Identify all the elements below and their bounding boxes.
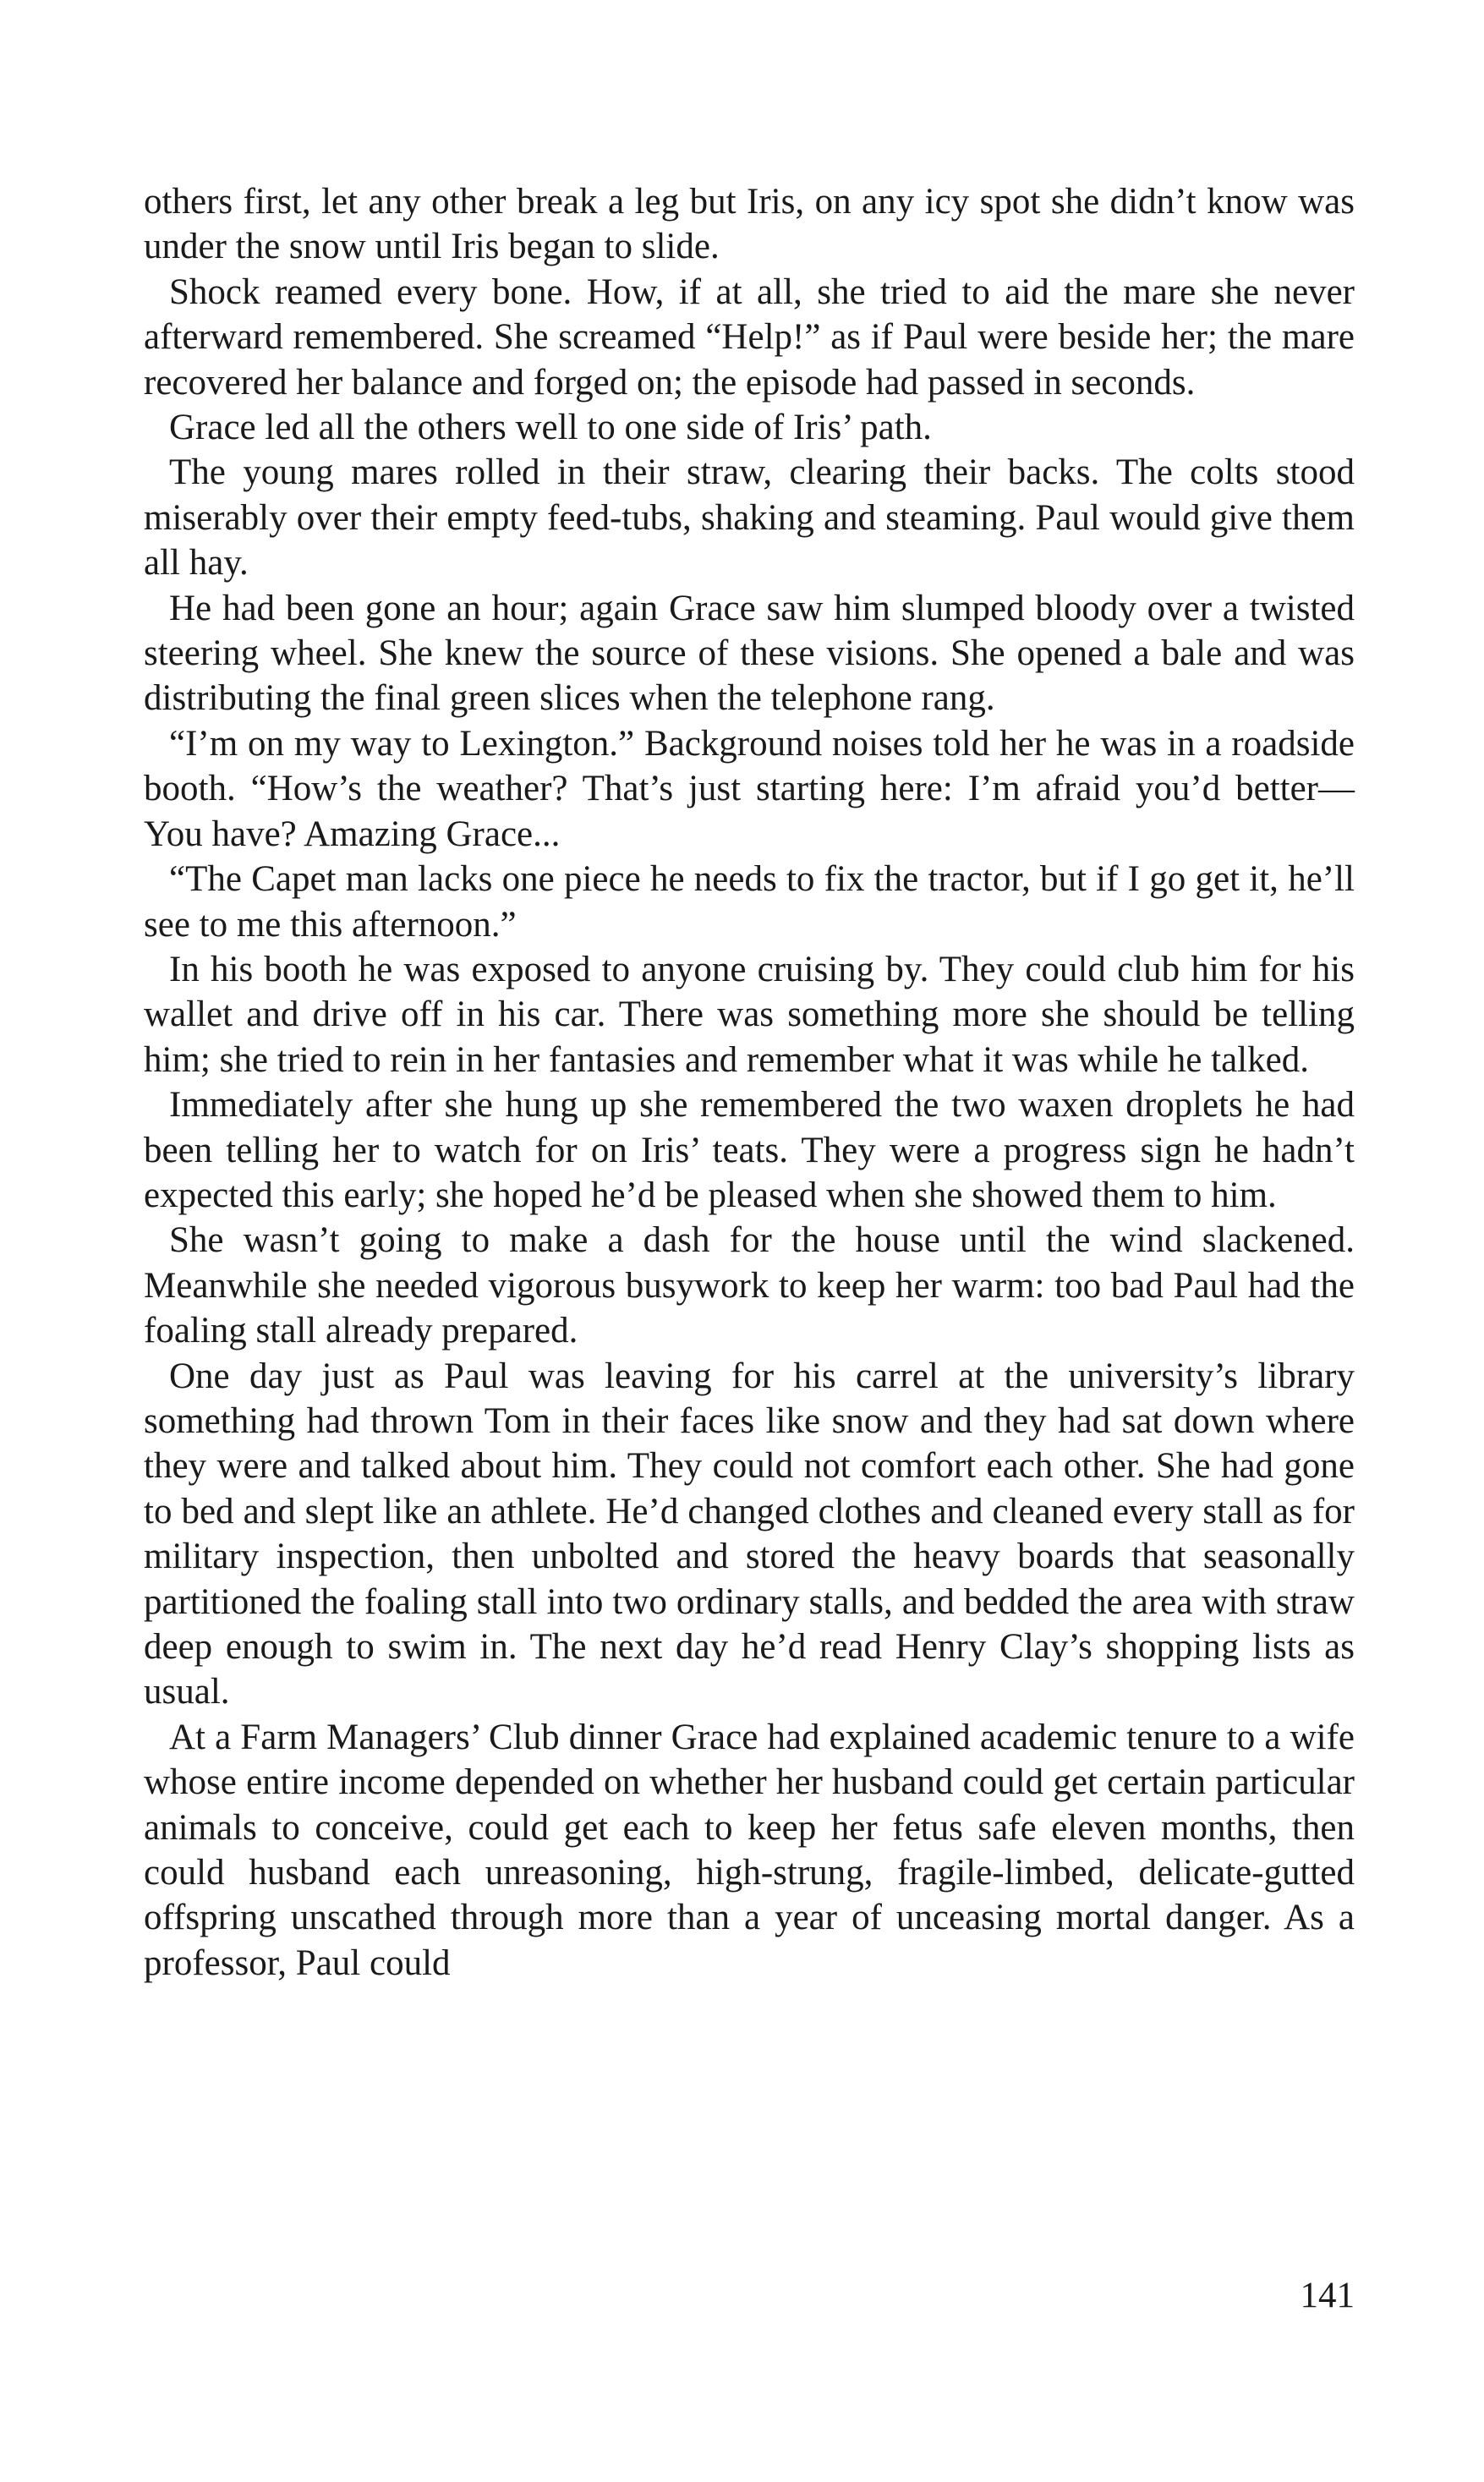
page-number: 141 [1300, 2276, 1355, 2315]
paragraph: “I’m on my way to Lexington.” Background noises told her he was in a roadside booth. “How’s the weather? That’s just starting here: I’m afraid you’d better— You have? Amazing Grace... [144, 723, 1355, 854]
paragraph: She wasn’t going to make a dash for the house until the wind slackened. Meanwhile she needed vigorous busywork to keep her warm: too bad Paul had the foaling stall already prepared. [144, 1220, 1355, 1351]
paragraph: others first, let any other break a leg but Iris, on any icy spot she didn’t know was under the snow until Iris began to slide. [144, 182, 1355, 267]
paragraph: One day just as Paul was leaving for his carrel at the university’s library something had thrown Tom in their faces like snow and they had sat down where they were and talked about him. They could not comfort each other. She had gone to bed and slept like an athlete. He’d changed clothes and cleaned every stall as for military inspection, then unbolted and stored the heavy boards that seasonally partitioned the foaling stall into two ordinary stalls, and bedded the area with straw deep enough to swim in. The next day he’d read Henry Clay’s shopping lists as usual. [144, 1356, 1355, 1712]
paragraph: He had been gone an hour; again Grace saw him slumped bloody over a twisted steering wheel. She knew the source of these visions. She opened a bale and was distributing the final green slices when the telephone rang. [144, 588, 1355, 719]
paragraph: Immediately after she hung up she remembered the two waxen droplets he had been telling her to watch for on Iris’ teats. They were a progress sign he hadn’t expected this early; she hoped he’d be pleased when she showed them to him. [144, 1085, 1355, 1215]
paragraph: Grace led all the others well to one side of Iris’ path. [169, 408, 932, 448]
paragraph: Shock reamed every bone. How, if at all, she tried to aid the mare she never afterward remembered. She screamed “Help!” as if Paul were beside her; the mare recovered her balance and forged on; the episode had passed in seconds. [144, 271, 1355, 403]
paragraph: “The Capet man lacks one piece he needs to fix the tractor, but if I go get it, he’ll see to me this afternoon.” [144, 859, 1355, 945]
paragraph: At a Farm Managers’ Club dinner Grace had explained academic tenure to a wife whose entire income depended on whether her husband could get certain particular animals to conceive, could get each to keep her fetus safe eleven months, then could husband each unreasoning, high-strung, fragile-limbed, delicate-gutted offspring unscathed through more than a year of unceasing mortal danger. As a professor, Paul could [144, 1717, 1355, 1983]
page-body [144, 179, 1355, 1986]
paragraph: In his booth he was exposed to anyone cruising by. They could club him for his wallet and drive off in his car. There was something more she should be telling him; she tried to rein in her fantasies and remember what it was while he talked. [144, 949, 1355, 1080]
paragraph: The young mares rolled in their straw, clearing their backs. The colts stood miserably over their empty feed-tubs, shaking and steaming. Paul would give them all hay. [144, 452, 1355, 584]
